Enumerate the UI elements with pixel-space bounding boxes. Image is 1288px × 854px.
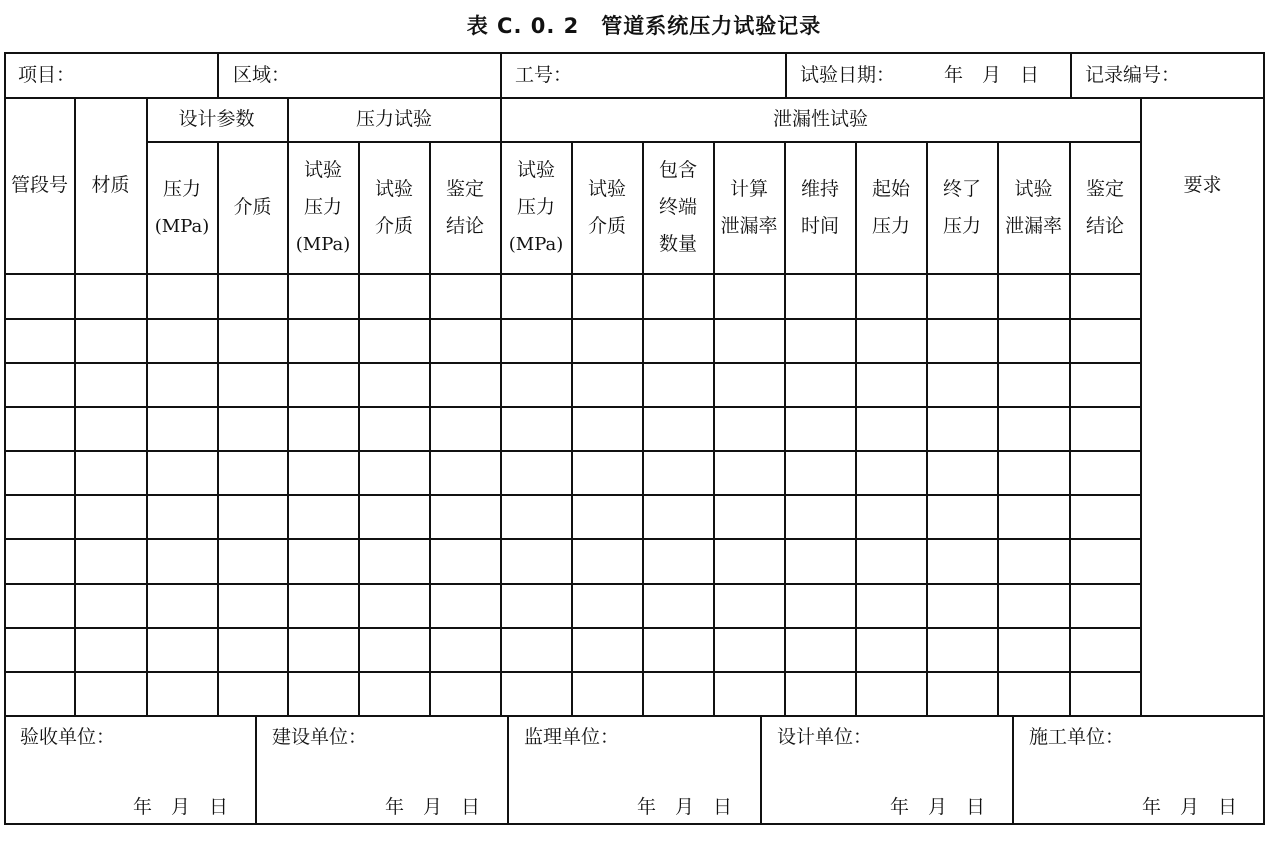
record-no-label: 记录编号： [1085, 64, 1181, 86]
signature-acceptance-date: 年 月 日 [133, 796, 229, 818]
divider [5, 715, 1265, 717]
col-lt-test-pressure: 试验 压力 (MPa) [508, 159, 564, 255]
job-no-label: 工号： [515, 64, 573, 86]
col-lt-start-pressure: 起始 压力 [871, 177, 910, 237]
signature-owner-date: 年 月 日 [385, 796, 481, 818]
signature-construction-date: 年 月 日 [1142, 796, 1238, 818]
divider [5, 583, 1140, 585]
col-lt-hold-time: 维持 时间 [800, 177, 839, 237]
divider [500, 53, 502, 97]
project-label: 项目： [18, 64, 76, 86]
test-date-fill: 年 月 日 [944, 64, 1040, 86]
col-requirement: 要求 [1183, 174, 1222, 196]
divider [5, 627, 1140, 629]
col-lt-terminal-count: 包含 终端 数量 [658, 159, 697, 255]
signature-owner-label: 建设单位： [272, 726, 368, 748]
col-lt-end-pressure: 终了 压力 [942, 177, 981, 237]
divider [255, 715, 257, 824]
col-design-medium: 介质 [233, 196, 272, 218]
col-material: 材质 [91, 174, 130, 196]
col-lt-calc-leak-rate: 计算 泄漏率 [720, 177, 778, 237]
divider [785, 53, 787, 97]
divider [5, 671, 1140, 673]
signature-supervision-label: 监理单位： [524, 726, 620, 748]
divider [5, 318, 1140, 320]
divider [1012, 715, 1014, 824]
signature-design-date: 年 月 日 [890, 796, 986, 818]
divider [5, 494, 1140, 496]
col-lt-conclusion: 鉴定 结论 [1085, 177, 1124, 237]
group-leak-test: 泄漏性试验 [772, 108, 868, 130]
divider [217, 53, 219, 97]
group-pressure-test: 压力试验 [355, 108, 432, 130]
divider [1070, 53, 1072, 97]
divider [5, 538, 1140, 540]
col-pt-conclusion: 鉴定 结论 [445, 177, 484, 237]
divider [5, 362, 1140, 364]
signature-design-label: 设计单位： [777, 726, 873, 748]
divider [5, 406, 1140, 408]
col-segment-no: 管段号 [10, 174, 68, 196]
signature-construction-label: 施工单位： [1029, 726, 1125, 748]
signature-supervision-date: 年 月 日 [637, 796, 733, 818]
divider [507, 715, 509, 824]
area-label: 区域： [233, 64, 291, 86]
col-pt-test-pressure: 试验 压力 (MPa) [295, 159, 351, 255]
divider [5, 450, 1140, 452]
test-date-label: 试验日期： [800, 64, 896, 86]
col-lt-test-medium: 试验 介质 [587, 177, 626, 237]
col-lt-test-leak-rate: 试验 泄漏率 [1004, 177, 1062, 237]
page-title: 表 C. 0. 2 管道系统压力试验记录 [466, 14, 822, 38]
group-design-params: 设计参数 [178, 108, 255, 130]
divider [5, 273, 1140, 275]
col-design-pressure: 压力 (MPa) [154, 177, 210, 237]
col-pt-test-medium: 试验 介质 [374, 177, 413, 237]
signature-acceptance-label: 验收单位： [20, 726, 116, 748]
divider [760, 715, 762, 824]
